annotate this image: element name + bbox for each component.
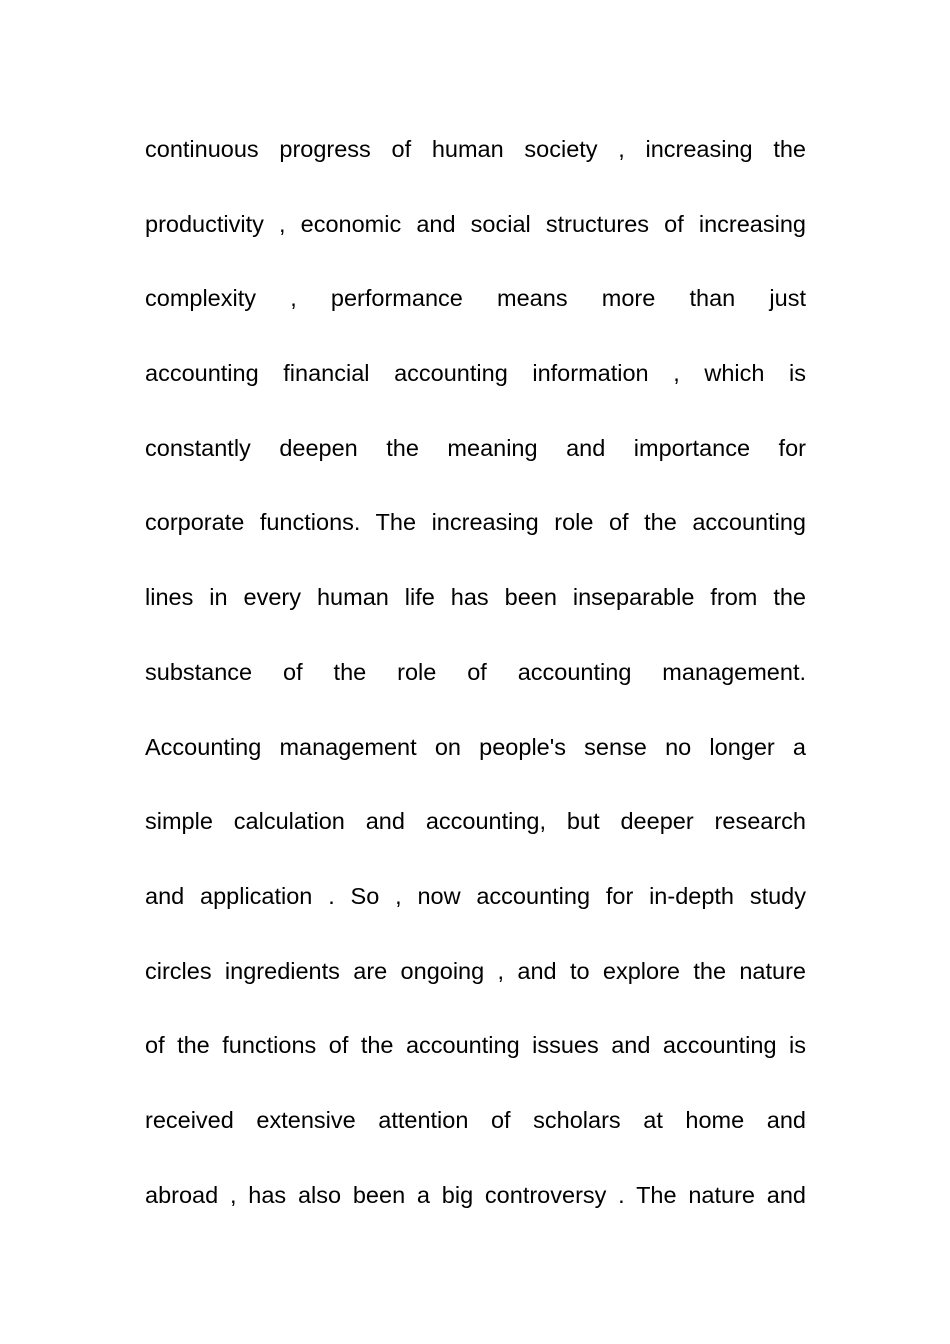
text-line: complexity , performance means more than just bbox=[145, 285, 806, 312]
text-line: corporate functions. The increasing role of the accounting bbox=[145, 509, 806, 536]
text-line: continuous progress of human society , increasing the bbox=[145, 136, 806, 162]
body-paragraph bbox=[145, 112, 806, 1232]
text-line: circles ingredients are ongoing , and to explore the nature bbox=[145, 957, 806, 984]
text-line: substance of the role of accounting management. bbox=[145, 658, 806, 685]
text-line: abroad , has also been a big controversy . The nature and bbox=[145, 1181, 806, 1208]
text-line: simple calculation and accounting, but deeper research bbox=[145, 808, 806, 835]
text-line: constantly deepen the meaning and importance for bbox=[145, 434, 806, 461]
text-line: lines in every human life has been inseparable from the bbox=[145, 584, 806, 611]
text-line: and application . So , now accounting for in-depth study bbox=[145, 882, 806, 909]
text-line: received extensive attention of scholars at home and bbox=[145, 1106, 806, 1133]
text-line: productivity , economic and social structures of increasing bbox=[145, 210, 806, 237]
text-line: Accounting management on people's sense no longer a bbox=[145, 733, 806, 760]
text-line: accounting financial accounting information , which is bbox=[145, 360, 806, 387]
text-line: of the functions of the accounting issues and accounting is bbox=[145, 1032, 806, 1059]
